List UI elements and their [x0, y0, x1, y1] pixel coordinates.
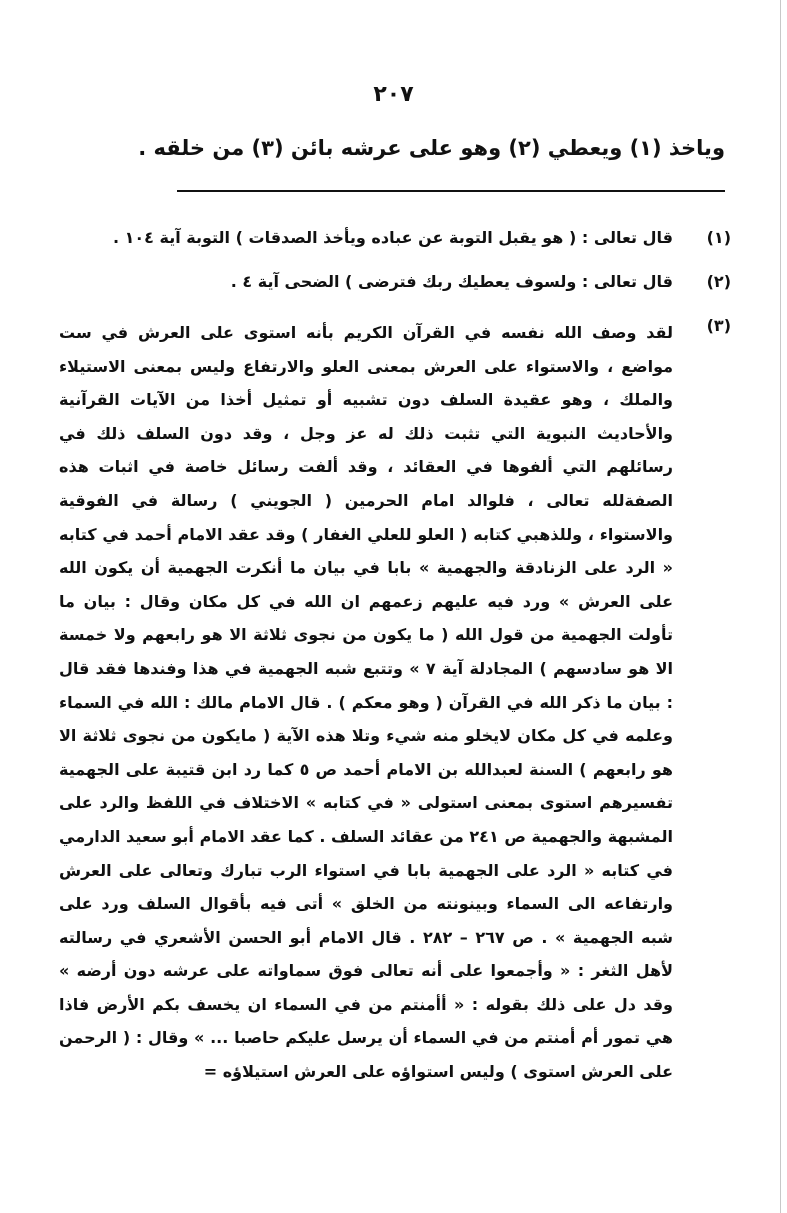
page-number: ٢٠٧ — [373, 82, 414, 107]
footnote-text: لقد وصف الله نفسه في القرآن الكريم بأنه استوى على العرش في ست مواضع ، والاستواء على العرش بمعنى العلو والارتفاع وليس بمعنى الاستيلاء والملك ، وهو عقيدة السلف دون تشبيه أو تمثيل أخذا من الآيات القرآنية والأحاديث النبوية التي تثبت ذلك له عز وجل ، وقد دون السلف ذلك في رسائلهم التي ألفوها في العقائد ، وقد ألفت رسائل خاصة في اثبات هذه الصفةلله تعالى ، فلوالد امام الحرمين ( الجويني ) رسالة في الفوقية والاستواء ، وللذهبي كتابه ( العلو للعلي الغفار ) وقد عقد الامام أحمد في كتابه « الرد على الزنادقة والجهمية » بابا في بيان ما أنكرت الجهمية أن يكون الله على العرش » ورد فيه عليهم زعمهم ان الله في كل مكان وقال : بيان ما تأولت الجهمية من قول الله ( ما يكون من نجوى ثلاثة الا هو رابعهم ولا خمسة الا هو سادسهم ) المجادلة آية ٧ » وتتبع شبه الجهمية في هذا وفندها فقد قال : بيان ما ذكر الله في القرآن ( وهو معكم ) . قال الامام مالك : الله في السماء وعلمه في كل مكان لايخلو منه شيء وتلا هذه الآية ( مايكون من نجوى ثلاثة الا هو رابعهم ) السنة لعبدالله بن الامام أحمد ص ٥ كما رد ابن قتيبة على الجهمية تفسيرهم استوى بمعنى استولى « في كتابه » الاختلاف في اللفظ والرد على المشبهة والجهمية ص ٢٤١ من عقائد السلف . كما عقد الامام أبو سعيد الدارمي في كتابه « الرد على الجهمية بابا في استواء الرب تبارك وتعالى على العرش وارتفاعه الى السماء وبينونته من الخلق » أتى فيه بأقوال السلف ورد على شبه الجهمية » . ص ٢٦٧ – ٢٨٢ . قال الامام أبو الحسن الأشعري في رسالته لأهل الثغر : « وأجمعوا على أنه تعالى فوق سماواته على عرشه دون أرضه » وقد دل على ذلك بقوله : « أأمنتم من في السماء ان يخسف بكم الأرض فاذا هي تمور أم أمنتم من في السماء أن يرسل عليكم حاصبا ... » وقال : ( الرحمن على العرش استوى ) وليس استواؤه على العرش استيلاؤه = — [59, 323, 674, 1082]
footnote-separator — [177, 190, 725, 192]
footnote-1 — [59, 228, 731, 247]
footnote-marker: (٢) — [706, 272, 731, 291]
scan-edge-line — [780, 0, 781, 1213]
footnote-marker: (٣) — [706, 316, 731, 335]
footnote-marker: (١) — [706, 228, 731, 247]
main-text-line: وياخذ (١) ويعطي (٢) وهو على عرشه بائن (٣) من خلقه . — [138, 136, 725, 160]
footnote-2 — [59, 272, 731, 291]
footnote-text: قال تعالى : ولسوف يعطيك ربك فترضى ) الضحى آية ٤ . — [230, 272, 673, 291]
footnote-3 — [59, 316, 731, 1089]
footnote-text: قال تعالى : ( هو يقبل التوبة عن عباده ويأخذ الصدقات ) التوبة آية ١٠٤ . — [112, 228, 673, 247]
